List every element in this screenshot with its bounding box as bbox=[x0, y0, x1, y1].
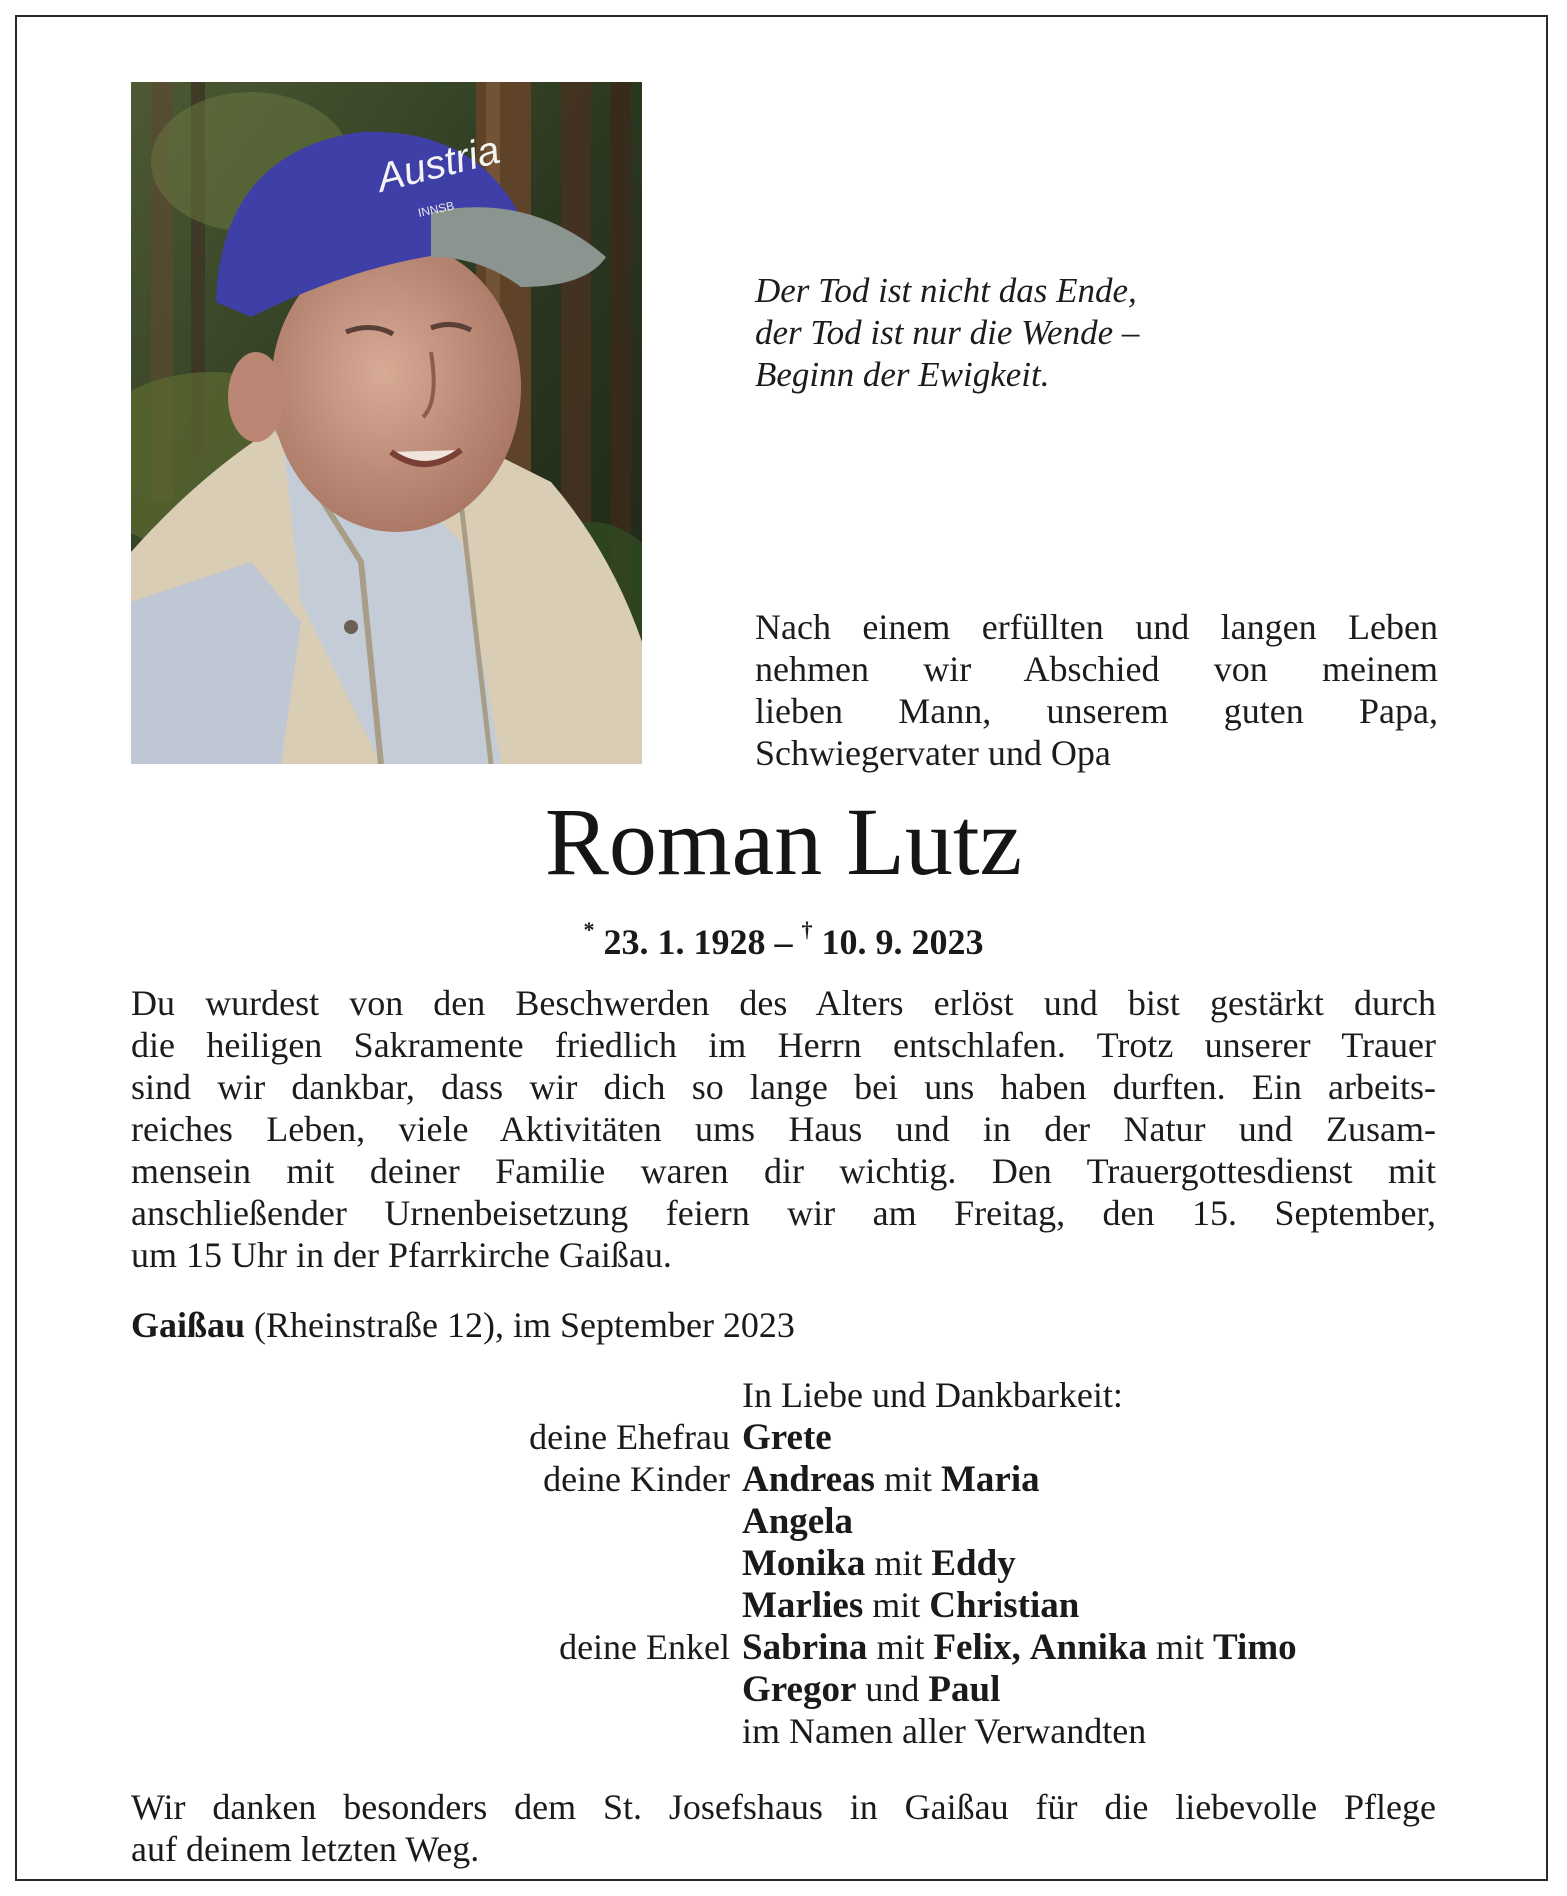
mourner-name: Andreas bbox=[742, 1459, 875, 1500]
role-grandchildren: deine Enkel bbox=[559, 1627, 730, 1667]
mourners-heading: In Liebe und Dankbarkeit: bbox=[742, 1375, 1123, 1415]
mourners-list bbox=[131, 1374, 1436, 1752]
portrait-illustration bbox=[131, 82, 642, 764]
body-line: reiches Leben, viele Aktivitäten ums Haus und in der Natur und Zusam- bbox=[131, 1109, 1436, 1149]
mourner-name: Felix, bbox=[933, 1627, 1021, 1668]
mourner-name: Christian bbox=[929, 1585, 1080, 1626]
body-line: um 15 Uhr in der Pfarrkirche Gaißau. bbox=[131, 1235, 672, 1275]
body-line: sind wir dankbar, dass wir dich so lange bei uns haben durften. Ein arbeits- bbox=[131, 1067, 1436, 1107]
mourner-name: Maria bbox=[940, 1459, 1040, 1500]
mourner-name: Angela bbox=[742, 1501, 853, 1542]
intro-paragraph bbox=[755, 606, 1438, 774]
body-line: Du wurdest von den Beschwerden des Alters erlöst und bist gestärkt durch bbox=[131, 983, 1436, 1023]
thanks-line: auf deinem letzten Weg. bbox=[131, 1829, 480, 1869]
thanks-paragraph bbox=[131, 1786, 1436, 1870]
body-line: anschließender Urnenbeisetzung feiern wir am Freitag, den 15. September, bbox=[131, 1193, 1436, 1233]
cap-logo-text: Austria bbox=[372, 127, 504, 201]
birth-symbol: * bbox=[583, 917, 595, 942]
death-symbol: † bbox=[801, 917, 813, 942]
quote-line: Beginn der Ewigkeit. bbox=[755, 355, 1050, 394]
connector: mit bbox=[863, 1585, 930, 1625]
relatives-line: im Namen aller Verwandten bbox=[742, 1711, 1147, 1751]
intro-line: lieben Mann, unserem guten Papa, bbox=[755, 691, 1438, 731]
role-wife: deine Ehefrau bbox=[529, 1417, 730, 1457]
cap-logo-subtext: INNSB bbox=[416, 198, 456, 220]
life-dates bbox=[0, 912, 1567, 964]
body-line: die heiligen Sakramente friedlich im Herrn entschlafen. Trotz unserer Trauer bbox=[131, 1025, 1436, 1065]
birth-date: 23. 1. 1928 bbox=[603, 922, 766, 962]
mourner-name: Grete bbox=[742, 1417, 832, 1458]
mourner-name: Paul bbox=[928, 1669, 1001, 1710]
deceased-name: Roman Lutz bbox=[544, 788, 1023, 895]
connector: mit bbox=[865, 1543, 932, 1583]
obituary-text bbox=[131, 982, 1436, 1276]
date-dash: – bbox=[765, 922, 802, 962]
mourner-name: Monika bbox=[742, 1543, 866, 1584]
mourner-name: Timo bbox=[1213, 1627, 1297, 1668]
mourner-name: Sabrina bbox=[742, 1627, 868, 1668]
connector: mit bbox=[1147, 1627, 1214, 1667]
mourner-name: Gregor bbox=[742, 1669, 857, 1710]
intro-line: Nach einem erfüllten und langen Leben bbox=[755, 607, 1438, 647]
memorial-quote bbox=[755, 270, 1139, 396]
place-town: Gaißau bbox=[131, 1305, 246, 1345]
mourner-name: Marlies bbox=[742, 1585, 864, 1626]
quote-line: Der Tod ist nicht das Ende, bbox=[755, 271, 1137, 310]
mourner-name: Annika bbox=[1029, 1627, 1148, 1668]
quote-line: der Tod ist nur die Wende – bbox=[755, 313, 1140, 352]
connector: mit bbox=[867, 1627, 934, 1667]
place-and-date bbox=[131, 1304, 795, 1346]
intro-line: Schwiegervater und Opa bbox=[755, 733, 1111, 773]
mourner-name: Eddy bbox=[931, 1543, 1016, 1584]
intro-line: nehmen wir Abschied von meinem bbox=[755, 649, 1438, 689]
role-children: deine Kinder bbox=[543, 1459, 730, 1499]
place-address: (Rheinstraße 12), im September 2023 bbox=[245, 1305, 795, 1345]
portrait-photo bbox=[131, 82, 642, 764]
thanks-line: Wir danken besonders dem St. Josefshaus in Gaißau für die liebevolle Pflege bbox=[131, 1787, 1436, 1827]
death-date: 10. 9. 2023 bbox=[821, 922, 984, 962]
connector: mit bbox=[874, 1459, 941, 1499]
body-line: mensein mit deiner Familie waren dir wichtig. Den Trauergottesdienst mit bbox=[131, 1151, 1436, 1191]
connector: und bbox=[856, 1669, 929, 1709]
